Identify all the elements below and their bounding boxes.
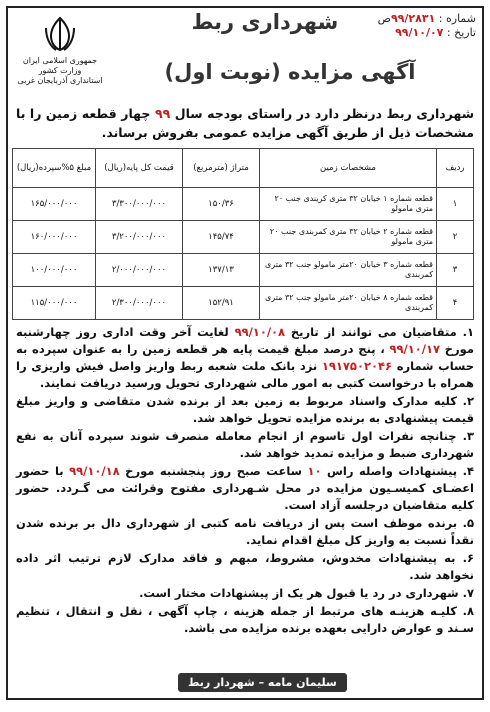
cell-index: ۴	[437, 287, 474, 320]
emblem-line-3: استانداری آذربایجان غربی	[17, 76, 103, 85]
cell-deposit: ۱۱۵/۰۰۰/۰۰۰	[13, 287, 96, 320]
term-8: ۸. کلیـه هزینـه های مرتبط از جمله هزینه ، چاپ آگهی ، نقل و انتقال ، تنظیم سـند و عوارض دارایی بعهده برنده مزایده می باشد.	[16, 604, 474, 635]
cell-index: ۱	[437, 188, 474, 221]
term-1: ۱. متقاضیان می توانند از تاریخ ۹۹/۱۰/۰۸ لغایت آخر وقت اداری روز چهارشنبه مورخ ۹۹/۱۰/۱۷ ، پنج درصد مبلغ قیمت پایه هر قطعه زمین را به عنوان سپرده به حساب شماره ۱۹۱۷۵۰۲۰۴۶ نزد بانک ملت شعبه ربط واریز واصل فیش واریزی را همراه با درخواست کتبی به امور مالی شهرداری تحویل ورسید دریافت نمایند.	[16, 325, 475, 390]
cell-description: قطعه شماره ۱ خیابان ۳۲ متری کریندی جنب ۲۰ متری مامولو	[260, 188, 437, 221]
term-6: ۶. به پیشنهادات مخدوش، مشروط، مبهم و فاقد مدارک لازم ترتیب اثر داده نخواهد شد.	[16, 551, 474, 582]
cell-area: ۱۳۷/۱۳	[183, 254, 260, 287]
col-header: متراژ (مترمربع)	[183, 149, 260, 188]
table-row	[13, 221, 474, 254]
term-2: ۲. کلیه مدارک واسناد مربوط به زمین بعد از برنده شدن متقاضی و واریز مبلغ قیمت پیشنهادی به برنده مزایده تحویل خواهد شد.	[16, 394, 474, 425]
term-4: ۴. پیشنهادات واصله راس ۱۰ ساعت صبح روز پنجشنبه مورخ ۹۹/۱۰/۱۸ با حضور اعضـای کمیسـیون مزایده در محل شـهرداری مفتوح وقرائت می گـردد. حضور کلیه متقاضیان درجلسه آزاد است.	[16, 464, 475, 512]
emblem-line-2: وزارت کشور	[38, 66, 82, 75]
land-table	[12, 148, 474, 320]
emblem-block	[16, 14, 104, 86]
cell-description: قطعه شماره ۲ خیابان ۳۲ متری کمربندی جنب ۲۰ متری مامولو	[260, 221, 437, 254]
cell-description: قطعه شماره ۳ خیابان ۲۰متر مامولو جنب ۳۲ متری کمربندی	[260, 254, 437, 287]
cell-area: ۱۵۰/۳۶	[183, 188, 260, 221]
cell-base-price: ۳/۳۰۰/۰۰۰/۰۰۰	[96, 188, 183, 221]
term-3: ۳. چنانچه نفرات اول تاسوم از انجام معامله منصرف شوند سپرده آنان به نفع شهرداری ضبط و مزایده تمدید خواهد شد.	[16, 429, 474, 460]
cell-base-price: ۲/۰۰۰/۰۰۰/۰۰۰	[96, 254, 183, 287]
cell-deposit: ۱۶۵/۰۰۰/۰۰۰	[13, 188, 96, 221]
page-subtitle: آگهی مزایده (نوبت اول)	[164, 60, 416, 84]
cell-area: ۱۵۲/۹۱	[183, 287, 260, 320]
table-row	[13, 287, 474, 320]
cell-base-price: ۲/۳۰۰/۰۰۰/۰۰۰	[96, 287, 183, 320]
cell-index: ۳	[437, 254, 474, 287]
reference-block	[378, 12, 476, 40]
cell-base-price: ۳/۲۰۰/۰۰۰/۰۰۰	[96, 221, 183, 254]
table-header-row	[13, 149, 474, 188]
col-header: مبلغ ۵%سپرده(ریال)	[13, 149, 96, 188]
auction-notice	[6, 6, 484, 700]
header	[8, 8, 482, 104]
signature-badge: سلیمان مامه – شهردار ربط	[178, 673, 347, 692]
iran-emblem-icon	[40, 14, 80, 54]
table-row	[13, 254, 474, 287]
term-7: ۷. شهرداری در رد یا قبول هر یک از پیشنهادات مختار است.	[139, 586, 474, 600]
cell-deposit: ۱۰۰/۰۰۰/۰۰۰	[13, 254, 96, 287]
reference-number: شماره : ۹۹/۲۸۳۱ص	[377, 12, 476, 25]
cell-area: ۱۴۵/۷۴	[183, 221, 260, 254]
cell-index: ۲	[437, 221, 474, 254]
col-header: قیمت کل پایه(ریال)	[96, 149, 183, 188]
term-5: ۵. برنده موظف است پس از دریافت نامه کتبی از شهرداری دال بر برنده شدن نقداً نسبت به واریز کل مبلغ اقدام نماید.	[16, 516, 474, 547]
reference-date: تاریخ : ۹۹/۱۰/۰۷	[395, 26, 476, 39]
cell-description: قطعه شماره ۸ خیابان ۲۰متر مامولو جنب ۳۲ متری کمربندی	[260, 287, 437, 320]
emblem-line-1: جمهوری اسلامی ایران	[22, 56, 98, 65]
table-row	[13, 188, 474, 221]
col-header: ردیف	[437, 149, 474, 188]
col-header: مشخصات زمین	[260, 149, 437, 188]
cell-deposit: ۱۶۰/۰۰۰/۰۰۰	[13, 221, 96, 254]
intro-text: شهرداری ربط درنظر دارد در راستای بودجه سال ۹۹ چهار قطعه زمین را با مشخصات ذیل از طریق آگهی مزایده عمومی بفروش برساند.	[16, 106, 474, 140]
terms-list	[16, 324, 474, 637]
page-title: شهرداری ربط	[191, 10, 339, 34]
